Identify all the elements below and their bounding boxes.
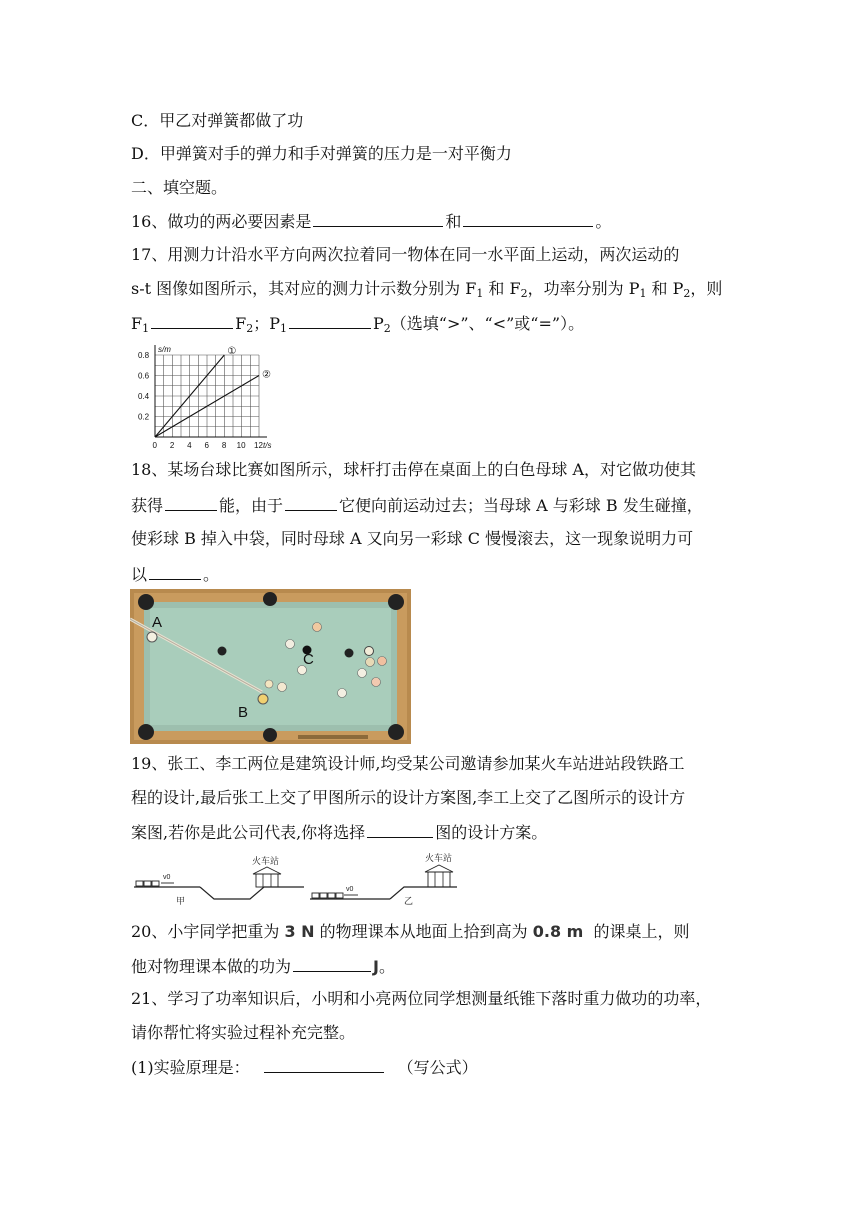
question-20-line1: 20、小宇同学把重为 3 N 的物理课本从地面上拾到高为 0.8 m 的课桌上，则 [131, 922, 690, 941]
question-20-line2: 他对物理课本做的功为 J。 [131, 957, 395, 976]
billiard-ball [265, 680, 273, 688]
design-yi [310, 852, 457, 906]
question-19-line1: 19、张工、李工两位是建筑设计师,均受某公司邀请参加某火车站进站段铁路工 [131, 754, 685, 773]
y-axis-label: s/m [158, 345, 171, 354]
pocket [263, 728, 277, 742]
svg-text:火车站: 火车站 [425, 853, 453, 863]
x-tick-label: 0 [152, 441, 157, 450]
y-tick-label: 0.8 [138, 351, 150, 360]
answer-blank[interactable] [313, 210, 443, 227]
pocket [388, 724, 404, 740]
billiard-ball [372, 678, 381, 687]
billiard-ball [278, 683, 287, 692]
design-jia [134, 855, 304, 906]
svg-text:v0: v0 [163, 874, 171, 881]
pocket [138, 724, 154, 740]
series-label: ② [262, 369, 271, 381]
answer-blank[interactable] [367, 821, 433, 838]
cue-ball [147, 632, 157, 642]
svg-text:火车站: 火车站 [252, 856, 280, 866]
y-tick-label: 0.4 [138, 392, 150, 401]
pocket [138, 594, 154, 610]
billiard-ball [218, 647, 227, 656]
billiard-ball [345, 649, 354, 658]
label-b: B [238, 704, 249, 721]
question-17-line1: 17、用测力计沿水平方向两次拉着同一物体在同一水平面上运动，两次运动的 [131, 245, 680, 264]
x-tick-label: 4 [187, 441, 192, 450]
svg-text:v0: v0 [346, 886, 354, 893]
x-tick-label: 2 [169, 441, 175, 450]
billiards-table-figure [130, 589, 411, 744]
answer-blank[interactable] [285, 494, 337, 511]
billiard-ball [286, 640, 295, 649]
railway-design-figure [132, 850, 462, 906]
answer-blank[interactable] [151, 312, 233, 329]
billiard-ball [338, 689, 347, 698]
question-18-line4: 以 。 [131, 565, 220, 584]
answer-blank[interactable] [264, 1056, 384, 1073]
answer-blank[interactable] [289, 312, 371, 329]
question-18-line1: 18、某场台球比赛如图所示，球杆打击停在桌面上的白色母球 A，对它做功使其 [131, 460, 697, 479]
label-a: A [152, 614, 163, 631]
question-21-line1: 21、学习了功率知识后，小明和小亮两位同学想测量纸锥下落时重力做功的功率， [131, 989, 712, 1008]
billiard-ball [378, 657, 387, 666]
question-19-line3: 案图,若你是此公司代表,你将选择 图的设计方案。 [131, 823, 548, 842]
svg-text:乙: 乙 [404, 896, 414, 906]
answer-blank[interactable] [293, 955, 371, 972]
chart-grid [155, 345, 267, 437]
x-tick-label: 6 [204, 441, 209, 450]
x-tick-label: 10 [236, 441, 246, 450]
s-t-chart [128, 343, 288, 455]
option-d: D．甲弹簧对手的弹力和手对弹簧的压力是一对平衡力 [131, 144, 512, 163]
question-18-line2: 获得 能，由于 它便向前运动过去；当母球 A 与彩球 B 发生碰撞， [131, 496, 703, 515]
x-axis-label: t/s [263, 441, 272, 450]
y-tick-label: 0.2 [138, 412, 150, 422]
question-18-line3: 使彩球 B 掉入中袋，同时母球 A 又向另一彩球 C 慢慢滚去，这一现象说明力可 [131, 529, 694, 548]
ball-b [258, 694, 268, 704]
x-tick-label: 8 [221, 441, 227, 450]
question-17-line2: s-t 图像如图所示，其对应的测力计示数分别为 $F_1$ 和 $F_2$，功率分别为 $P_1$ 和 $P_2$，则 [131, 279, 723, 300]
x-tick-label: 12 [254, 441, 263, 450]
series-label: ① [227, 346, 237, 357]
billiard-ball [366, 658, 375, 667]
option-c: C．甲乙对弹簧都做了功 [131, 111, 304, 130]
y-tick-label: 0.6 [138, 371, 150, 381]
section-heading: 二、填空题。 [131, 178, 228, 197]
question-16: 16、做功的两必要因素是 和 。 [131, 212, 612, 231]
question-21-line3: (1)实验原理是： （写公式） [131, 1058, 478, 1077]
question-17-line3: $F_1$ $F_2$；$P_1$ $P_2$（选填“>”、“<”或“=”）。 [131, 314, 585, 335]
answer-blank[interactable] [463, 210, 593, 227]
pocket [388, 594, 404, 610]
question-19-line2: 程的设计,最后张工上交了甲图所示的设计方案图,李工上交了乙图所示的设计方 [131, 788, 686, 807]
billiard-ball [358, 669, 367, 678]
svg-text:甲: 甲 [176, 896, 186, 906]
billiard-ball [313, 623, 322, 632]
label-c: C [303, 651, 314, 668]
answer-blank[interactable] [149, 563, 201, 580]
billiard-ball [365, 647, 374, 656]
question-21-line2: 请你帮忙将实验过程补充完整。 [131, 1023, 356, 1042]
answer-blank[interactable] [165, 494, 217, 511]
pocket [263, 592, 277, 606]
